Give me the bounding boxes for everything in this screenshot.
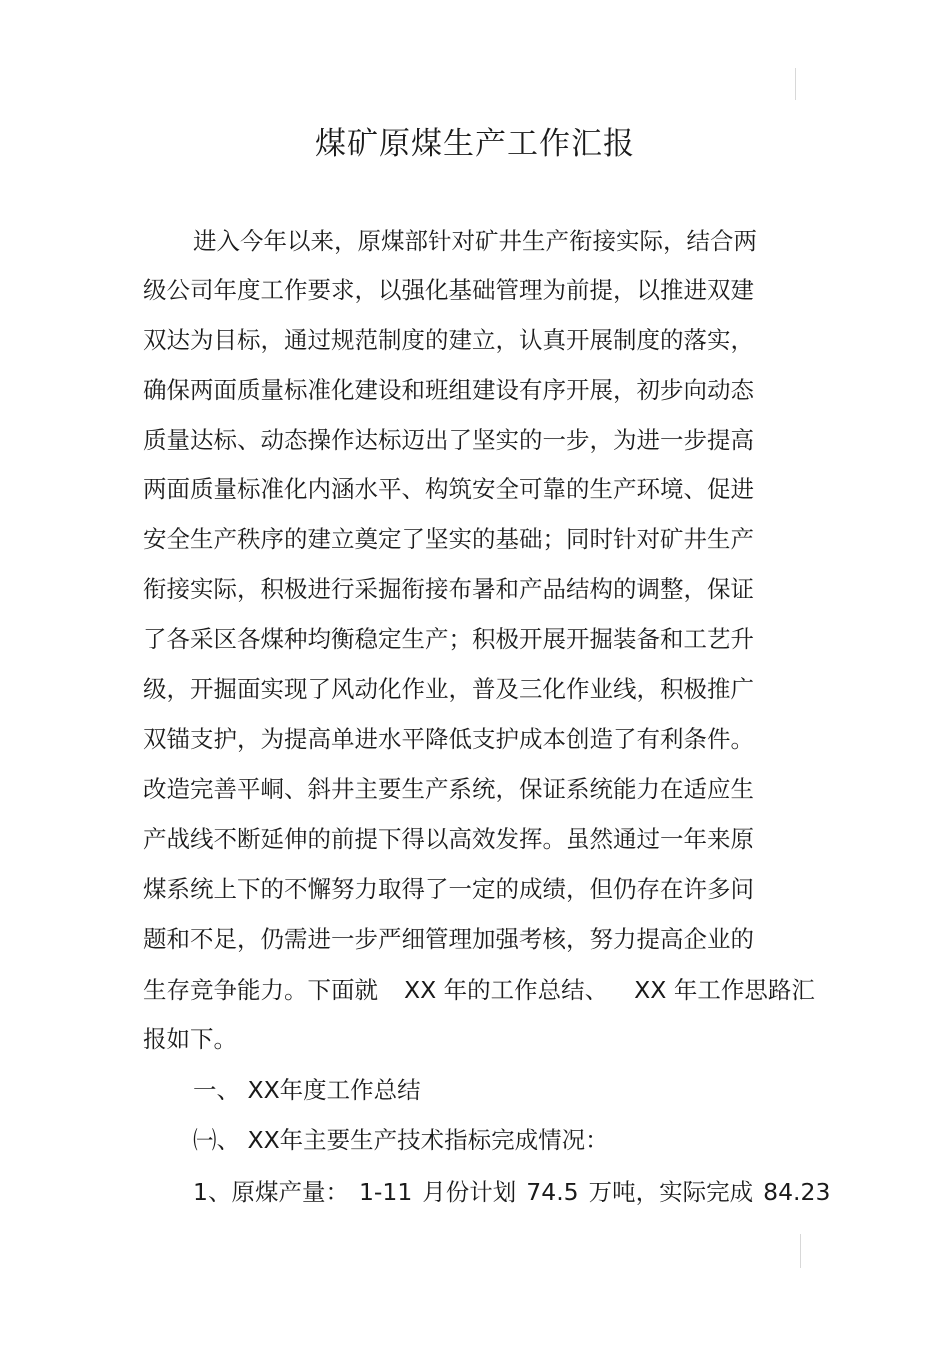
text-segment: 万吨，实际完成 [588,1178,754,1206]
paragraph-line: 质量达标、动态操作达标迈出了坚实的一步，为进一步提高 [143,426,754,454]
section-heading: 一、 XX年度工作总结 [193,1076,421,1104]
paragraph-line: 煤系统上下的不懈努力取得了一定的成绩，但仍存在许多问 [143,875,754,903]
paragraph-line-16 [143,973,815,1007]
paragraph-line: 级公司年度工作要求，以强化基础管理为前提，以推进双建 [143,276,754,304]
text-segment: 84.23 [763,1178,831,1206]
text-segment: 74.5 [526,1178,579,1206]
paragraph-line: 改造完善平峒、斜井主要生产系统，保证系统能力在适应生 [143,775,754,803]
text-segment: XX 年的工作总结、 [404,976,609,1004]
paragraph-line: 衔接实际，积极进行采掘衔接布暑和产品结构的调整，保证 [143,575,754,603]
text-segment: 月份计划 [422,1178,517,1206]
subsection-heading: ㈠、 XX年主要生产技术指标完成情况： [193,1126,609,1154]
text-segment: 生存竞争能力。下面就 [143,976,378,1004]
paragraph-line: 安全生产秩序的建立奠定了坚实的基础；同时针对矿井生产 [143,525,754,553]
paragraph-line: 双达为目标，通过规范制度的建立，认真开展制度的落实， [143,326,754,354]
page-edge-mark-top [795,68,796,100]
paragraph-line: 报如下。 [143,1025,237,1053]
list-item [193,1175,830,1209]
paragraph-line: 题和不足，仍需进一步严细管理加强考核，努力提高企业的 [143,925,754,953]
paragraph-line: 了各采区各煤种均衡稳定生产；积极开展开掘装备和工艺升 [143,625,754,653]
paragraph-line: 两面质量标准化内涵水平、构筑安全可靠的生产环境、促进 [143,475,754,503]
paragraph-line: 确保两面质量标准化建设和班组建设有序开展，初步向动态 [143,376,754,404]
page-edge-mark-bottom [800,1234,801,1268]
text-segment: 1-11 [358,1178,413,1206]
paragraph-line: 级，开掘面实现了风动化作业，普及三化作业线，积极推广 [143,675,754,703]
text-segment: XX 年工作思路汇 [634,976,815,1004]
paragraph-line: 双锚支护，为提高单进水平降低支护成本创造了有利条件。 [143,725,754,753]
paragraph-line: 进入今年以来，原煤部针对矿井生产衔接实际，结合两 [193,227,757,255]
document-title: 煤矿原煤生产工作汇报 [315,126,635,162]
paragraph-line: 产战线不断延伸的前提下得以高效发挥。虽然通过一年来原 [143,825,754,853]
text-segment: 1、原煤产量： [193,1178,349,1206]
